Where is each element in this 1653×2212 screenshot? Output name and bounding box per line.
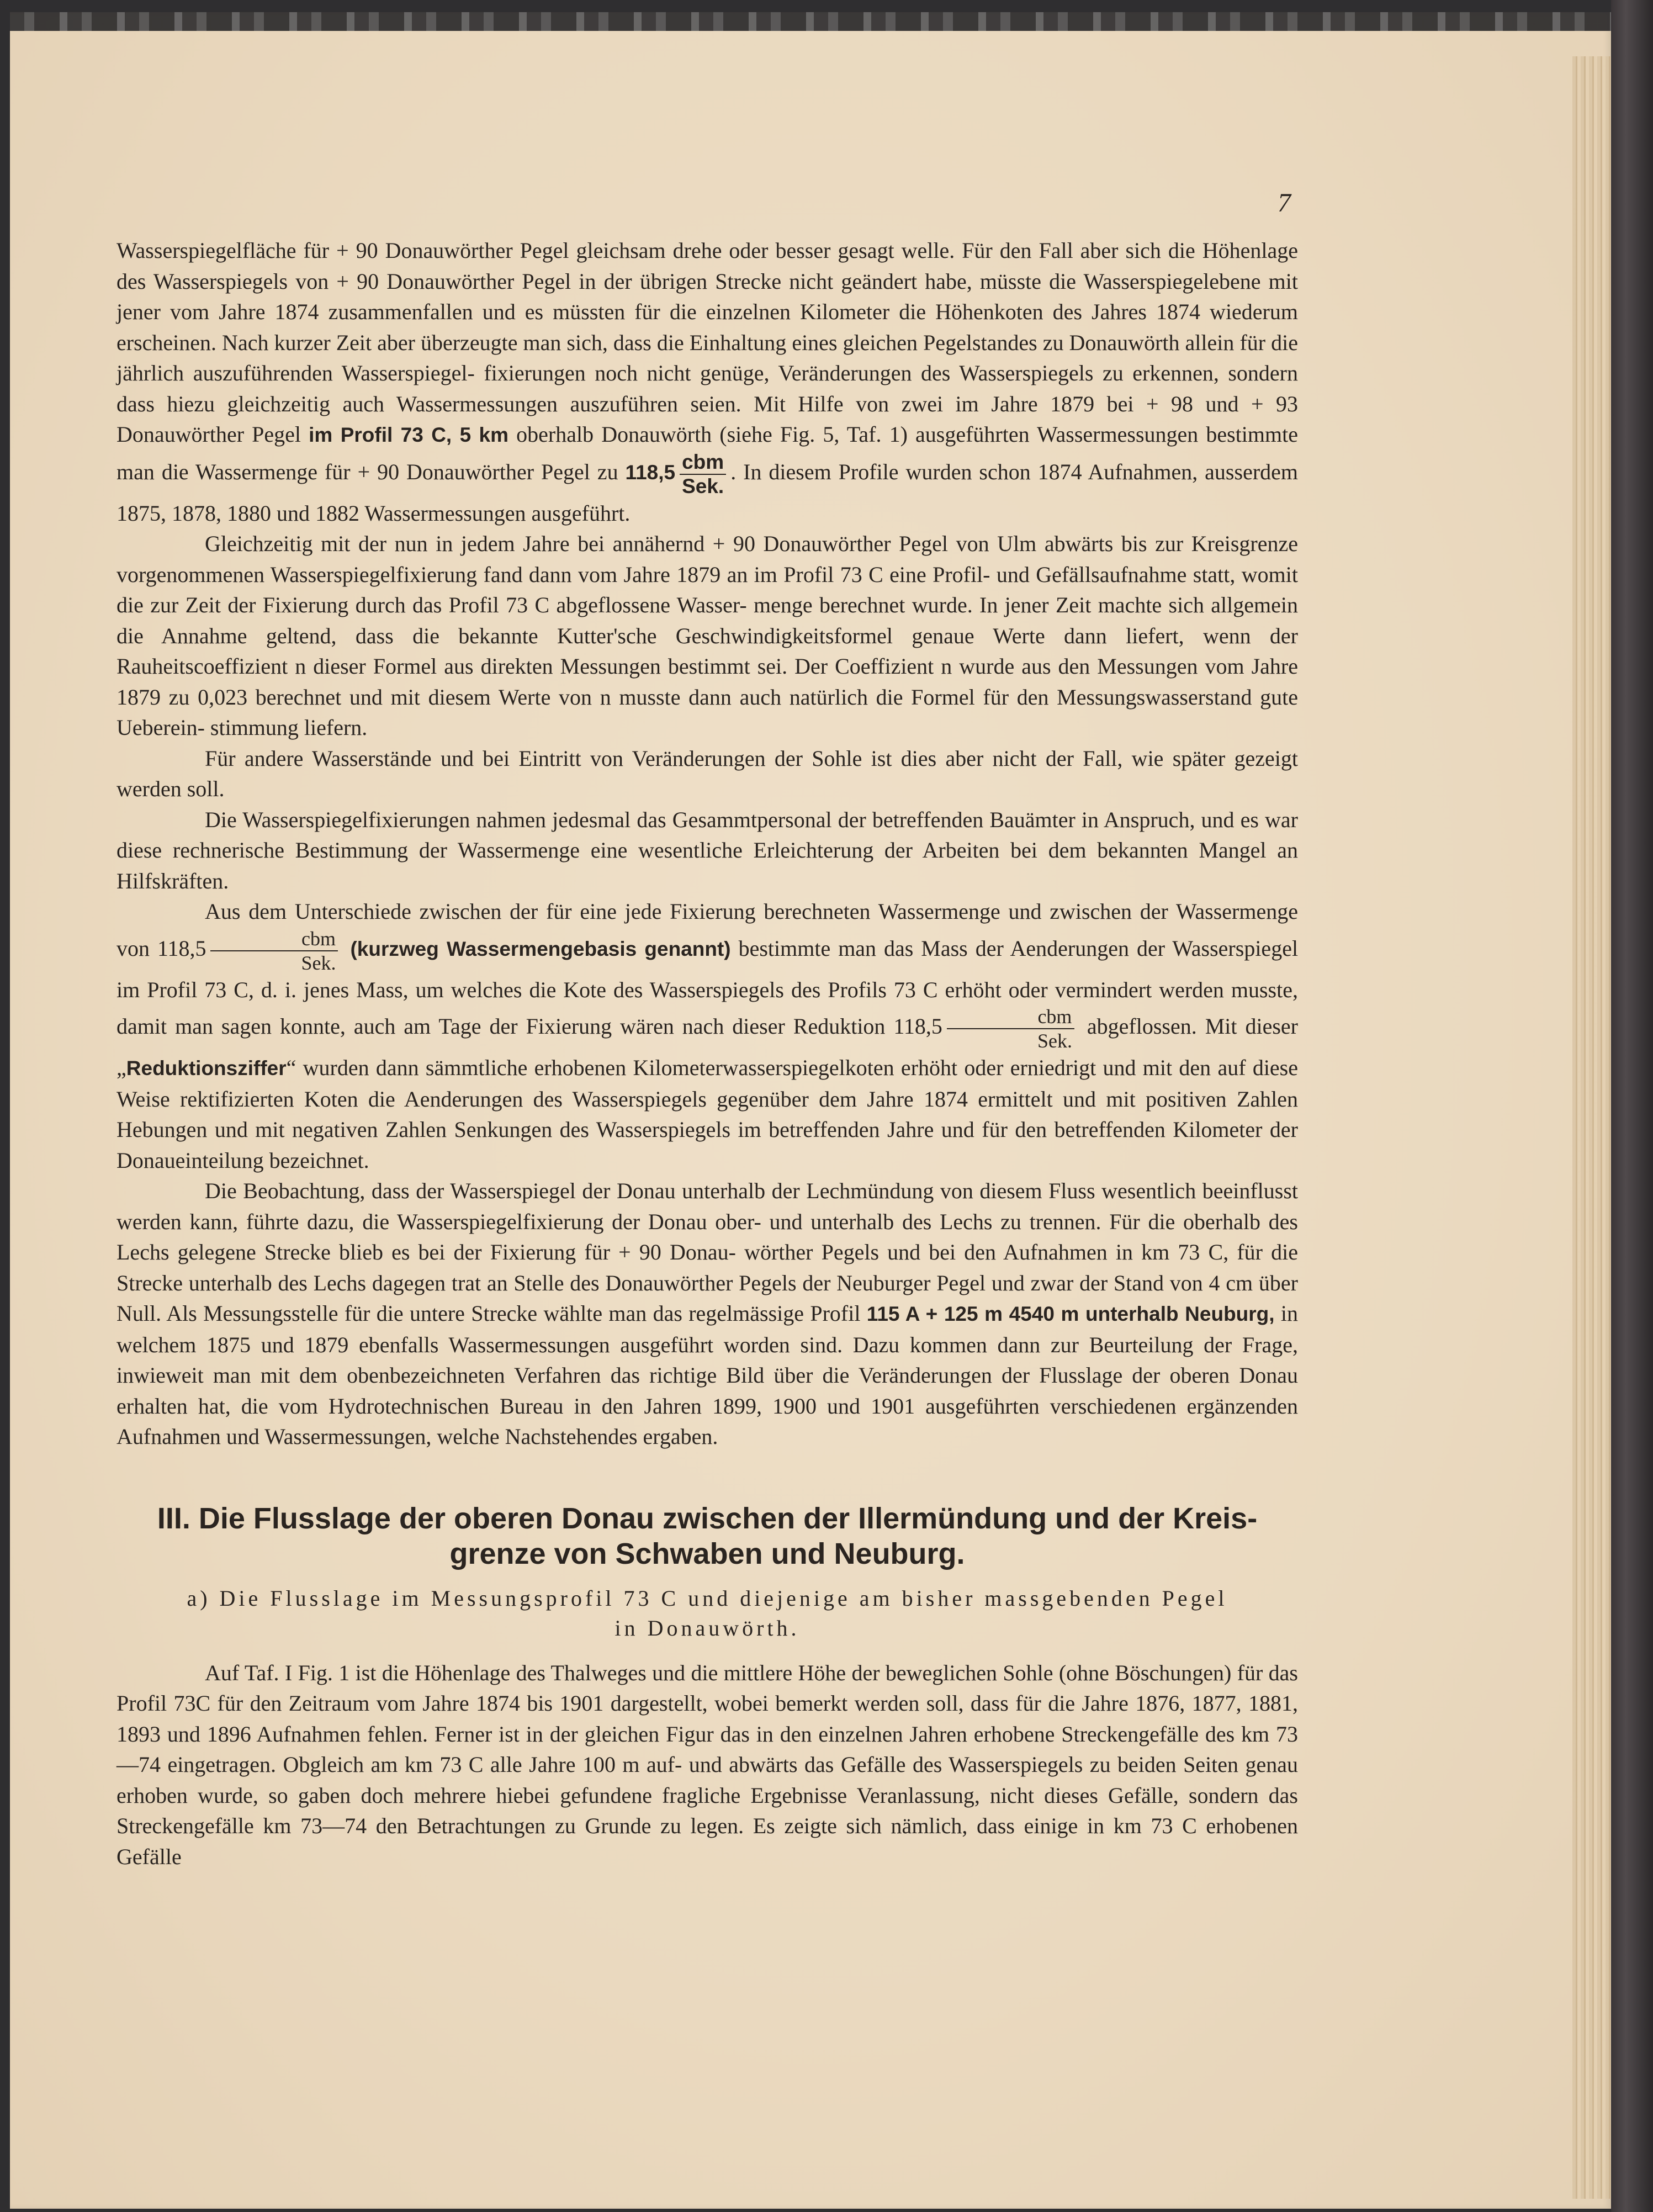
subheading-line-1: a) Die Flusslage im Messungsprofil 73 C und diejenige am bisher massgebenden Pegel	[187, 1585, 1228, 1611]
fraction-denominator: Sek.	[1037, 1030, 1072, 1052]
page-number: 7	[1278, 188, 1291, 218]
reduktionsziffer-bold: Reduktionsziffer	[126, 1057, 287, 1079]
page-top-edge	[10, 12, 1611, 31]
paragraph-7: Auf Taf. I Fig. 1 ist die Höhenlage des Thalweges und die mittlere Höhe der beweglichen Sohle (ohne Böschungen) für das Profil 73C für den Zeitraum vom Jahre 1874 bis 1901 dargestellt, wobei bemerkt werden soll, dass für die Jahre 1876, 1877, 1881, 1893 und 1896 Aufnahmen fehlen. Ferner ist in der gleichen Figur das in den einzelnen Jahren erhobene Streckengefälle des km 73—74 eingetragen. Obgleich am km 73 C alle Jahre 100 m auf- und abwärts das Gefälle des Wasserspiegels zu beiden Seiten genau erhoben wurde, so gaben doch mehrere hiebei gefundene fragliche Ergebnisse Veranlassung, nicht dieses Gefälle, sondern das Streckengefälle km 73—74 den Betrachtungen zu Grunde zu legen. Es zeigte sich nämlich, dass einige in km 73 C erhobenen Gefälle	[116, 1660, 1298, 1869]
fraction-denominator: Sek.	[682, 474, 724, 498]
wassermengebasis-bold: (kurzweg Wassermengebasis genannt)	[350, 937, 731, 960]
paragraph-1-part-1: Wasserspiegelfläche für + 90 Donauwörther Pegel gleichsam drehe oder besser gesagt welle. Für den Fall aber sich die Höhenlage des Wasserspiegels von + 90 Donauwörther Pegel in der übrigen Strecke nicht geändert habe, müsste die Wasserspiegelebene mit jener vom Jahre 1874 zusammenfallen und es müssten für die einzelnen Kilometer die Höhenkoten des Jahres 1874 wiederum erscheinen. Nach kurzer Zeit aber überzeugte man sich, dass die Einhaltung eines gleichen Pegelstandes zu Donauwörth allein für die jährlich auszuführenden Wasserspiegel- fixierungen noch nicht genüge, Veränderungen des Wasserspiegels zu erkennen, sondern dass hiezu gleichzeitig auch Wassermessungen auszuführen seien. Mit Hilfe von zwei im Jahre 1879 bei + 98 und + 93 Donauwörther Pegel	[116, 238, 1298, 447]
unit-fraction	[947, 1005, 1074, 1052]
paragraph-5	[116, 896, 1298, 1176]
paragraph-6-part-2: in welchem 1875 und 1879 ebenfalls Wassermessungen ausgeführt worden sind. Dazu kommen dann zur Beurteilung der Frage, inwieweit man mit dem obenbezeichneten Verfahren das richtige Bild über die Veränderungen der Flusslage der oberen Donau erhalten hat, die vom Hydrotechnischen Bureau in den Jahren 1899, 1900 und 1901 ausgeführten verschiedenen ergänzenden Aufnahmen und Wassermessungen, welche Nachstehendes ergaben.	[116, 1301, 1299, 1449]
fraction-denominator: Sek.	[301, 951, 336, 974]
subheading	[116, 1584, 1298, 1643]
paragraph-5-part-3: abgeflossen. Mit dieser „	[116, 1014, 1299, 1080]
book-page	[10, 12, 1611, 2209]
paragraph-5-part-1: Aus dem Unterschiede zwischen der für eine jede Fixierung berechneten Wassermenge und zwischen der Wassermenge von 118,5	[116, 899, 1298, 961]
paragraph-1-part-3: . In diesem Profile wurden schon 1874 Aufnahmen, ausserdem 1875, 1878, 1880 und 1882 Wassermessungen ausgeführt.	[116, 459, 1299, 526]
book-binding	[1611, 0, 1653, 2212]
profile-73c-bold: im Profil 73 C, 5 km	[309, 424, 509, 446]
section-heading	[116, 1501, 1298, 1571]
paragraph-1-part-2: oberhalb Donauwörth (siehe Fig. 5, Taf. 1) ausgeführten Wassermessungen bestimmte man die Wassermenge für + 90 Donauwörther Pegel zu	[116, 422, 1299, 484]
paragraph-6	[116, 1176, 1298, 1452]
flow-value-bold: 118,5	[625, 461, 676, 484]
paragraph-1	[116, 235, 1298, 528]
paragraph-5-part-2: bestimmte man das Mass der Aenderungen der Wasserspiegel im Profil 73 C, d. i. jenes Mass, um welches die Kote des Wasserspiegels des Profils 73 C erhöht oder vermindert werden musste, damit man sagen konnte, auch am Tage der Fixierung wären nach dieser Reduktion 118,5	[116, 935, 1299, 1039]
section-heading-line-1: III. Die Flusslage der oberen Donau zwischen der Illermündung und der Kreis-	[157, 1501, 1258, 1535]
unit-fraction	[680, 451, 726, 498]
paragraph-4: Die Wasserspiegelfixierungen nahmen jedesmal das Gesammtpersonal der betreffenden Bauämter in Anspruch, und es war diese rechnerische Bestimmung der Wassermenge eine wesentliche Erleichterung der Arbeiten bei dem bekannten Mangel an Hilfskräften.	[116, 807, 1298, 893]
fraction-numerator: cbm	[947, 1005, 1074, 1029]
paragraph-2: Gleichzeitig mit der nun in jedem Jahre bei annähernd + 90 Donauwörther Pegel von Ulm abwärts bis zur Kreisgrenze vorgenommenen Wasserspiegelfixierung fand dann vom Jahre 1879 an im Profil 73 C eine Profil- und Gefällsaufnahme statt, womit die zur Zeit der Fixierung durch das Profil 73 C abgeflossene Wasser- menge berechnet wurde. In jener Zeit machte sich allgemein die Annahme geltend, dass die bekannte Kutter'sche Geschwindigkeitsformel genaue Werte dann liefert, wenn der Rauheitscoeffizient n dieser Formel aus direkten Messungen bestimmt sei. Der Coeffizient n wurde aus den Messungen vom Jahre 1879 zu 0,023 berechnet und mit diesem Werte von n musste dann auch natürlich die Formel für den Messungswasserstand gute Ueberein- stimmung liefern.	[116, 531, 1298, 740]
section-heading-line-2: grenze von Schwaben und Neuburg.	[449, 1537, 965, 1570]
unit-fraction	[210, 927, 338, 975]
paragraph-3: Für andere Wasserstände und bei Eintritt von Veränderungen der Sohle ist dies aber nicht der Fall, wie später gezeigt werden soll.	[116, 745, 1298, 801]
fraction-numerator: cbm	[680, 451, 726, 475]
profile-115a-bold: 115 A + 125 m 4540 m unterhalb Neuburg,	[866, 1303, 1275, 1325]
paragraph-6-part-1: Die Beobachtung, dass der Wasserspiegel der Donau unterhalb der Lechmündung von diesem Fluss wesentlich beeinflusst werden kann, führte dazu, die Wasserspiegelfixierung der Donau ober- und unterhalb des Lechs zu trennen. Für die oberhalb des Lechs gelegene Strecke blieb es bei der Fixierung für + 90 Donau- wörther Pegels und bei den Aufnahmen in km 73 C, für die Strecke unterhalb des Lechs dagegen trat an Stelle des Donauwörther Pegels der Neuburger Pegel und zwar der Stand von 4 cm über Null. Als Messungsstelle für die untere Strecke wählte man das regelmässige Profil	[116, 1178, 1298, 1326]
body-text	[116, 235, 1298, 1872]
fraction-numerator: cbm	[210, 927, 338, 951]
subheading-line-2: in Donauwörth.	[614, 1615, 800, 1641]
paragraph-5-part-4: “ wurden dann sämmtliche erhobenen Kilometerwasserspiegelkoten erhöht oder erniedrigt und mit den auf diese Weise rektifizierten Koten die Aenderungen des Wasserspiegels gegenüber dem Jahre 1874 ermittelt und mit positiven Zahlen Hebungen und mit negativen Zahlen Senkungen des Wasserspiegels im betreffenden Jahre und für den betreffenden Kilometer der Donaueinteilung bezeichnet.	[116, 1055, 1298, 1173]
